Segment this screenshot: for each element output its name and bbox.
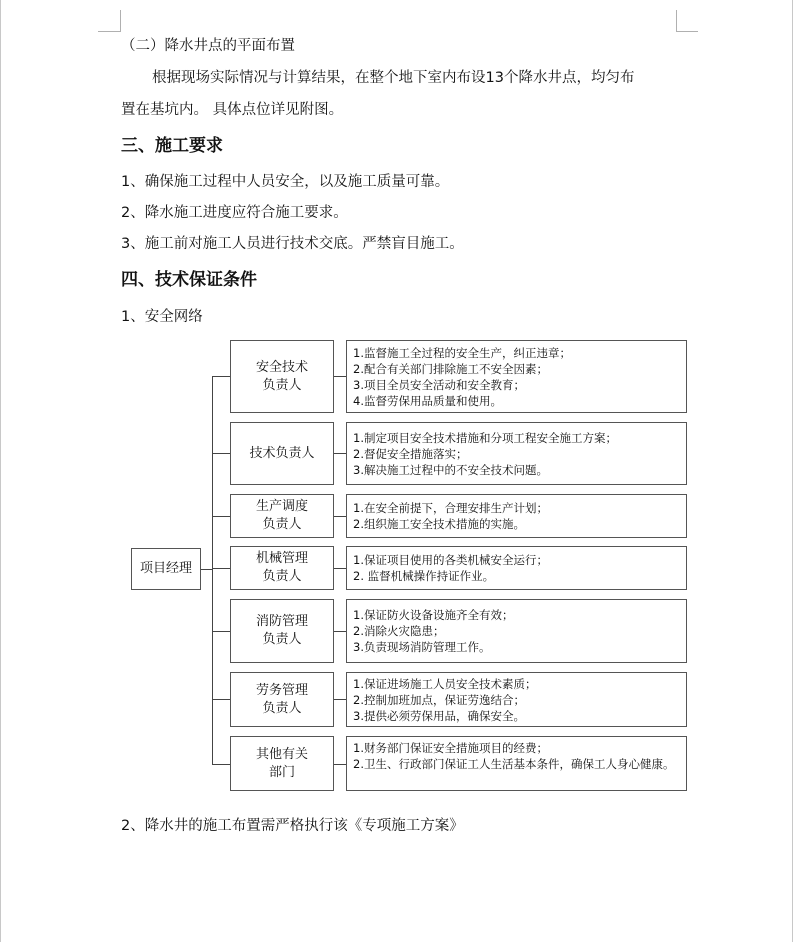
connector-duty-3: [333, 516, 347, 517]
connector-role-7: [212, 764, 231, 765]
project-manager-label: 项目经理: [139, 561, 192, 576]
duty-box-safety-tech: [346, 340, 687, 413]
connector-role-4: [212, 568, 231, 569]
duty-box-machinery: [346, 546, 687, 590]
duty-box-production: [346, 494, 687, 538]
duty-item: 1.保证进场施工人员安全技术素质；: [353, 676, 537, 691]
connector-role-1: [212, 376, 231, 377]
requirement-3: 3、施工前对施工人员进行技术交底。严禁盲目施工。: [121, 236, 464, 252]
role-box-fire: [230, 599, 334, 663]
connector-trunk-v: [212, 376, 213, 764]
page-edge-left: [0, 0, 1, 942]
item-1-safety-network: 1、安全网络: [121, 309, 203, 325]
section-4-title: 四、技术保证条件: [121, 270, 257, 290]
connector-role-5: [212, 631, 231, 632]
duty-item: 1.财务部门保证安全措施项目的经费；: [353, 741, 548, 755]
crop-mark-top-right-v: [676, 10, 677, 32]
role-label-line1: 其他有关: [255, 746, 308, 762]
crop-mark-top-right-h: [676, 31, 698, 32]
item-2-dewatering-layout: 2、降水井的施工布置需严格执行该《专项施工方案》: [121, 818, 464, 834]
duty-item: 1.制定项目安全技术措施和分项工程安全施工方案；: [353, 430, 617, 445]
connector-duty-7: [333, 764, 347, 765]
role-label-line2: 负责人: [262, 569, 302, 584]
crop-mark-top-left-v: [120, 10, 121, 32]
paragraph-line-2: 置在基坑内。 具体点位详见附图。: [121, 102, 344, 118]
crop-mark-top-left-h: [98, 31, 120, 32]
role-label-line1: 生产调度: [255, 499, 308, 514]
role-label-line2: 负责人: [262, 700, 302, 716]
duty-item: 2.组织施工安全技术措施的实施。: [353, 517, 525, 531]
connector-duty-1: [333, 376, 347, 377]
duty-item: 2.消除火灾隐患；: [353, 624, 445, 638]
role-box-machinery: [230, 546, 334, 590]
requirement-1: 1、确保施工过程中人员安全，以及施工质量可靠。: [121, 174, 450, 190]
connector-duty-5: [333, 631, 347, 632]
duty-item: 2.配合有关部门排除施工不安全因素；: [353, 361, 548, 376]
duty-box-tech-lead: [346, 422, 687, 485]
duty-item: 1.监督施工全过程的安全生产，纠正违章；: [353, 345, 571, 360]
role-box-safety-tech: [230, 340, 334, 413]
duty-item: 2. 监督机械操作持证作业。: [353, 569, 495, 583]
duty-item: 3.提供必须劳保用品，确保安全。: [353, 708, 525, 723]
connector-role-6: [212, 699, 231, 700]
duty-item: 3.负责现场消防管理工作。: [353, 640, 491, 654]
connector-duty-4: [333, 568, 347, 569]
role-label-line1: 机械管理: [255, 551, 308, 566]
section-3-title: 三、施工要求: [121, 136, 223, 156]
role-label-line1: 劳务管理: [255, 682, 308, 698]
connector-duty-6: [333, 699, 347, 700]
duty-item: 1.在安全前提下，合理安排生产计划；: [353, 501, 548, 515]
role-label-line2: 负责人: [262, 632, 302, 647]
role-box-tech-lead: [230, 422, 334, 485]
role-box-other: [230, 736, 334, 791]
duty-item: 1.保证防火设备设施齐全有效；: [353, 608, 514, 622]
paragraph-line-1: 根据现场实际情况与计算结果，在整个地下室内布设13个降水井点，均匀布: [152, 70, 635, 86]
role-label-line1: 技术负责人: [249, 445, 315, 461]
role-label-line2: 部门: [268, 764, 295, 780]
role-box-labor: [230, 672, 334, 727]
subheading: （二）降水井点的平面布置: [121, 38, 295, 54]
role-label-line2: 负责人: [262, 517, 302, 532]
duty-item: 2.督促安全措施落实；: [353, 446, 468, 461]
duty-item: 2.卫生、行政部门保证工人生活基本条件，确保工人身心健康。: [353, 757, 675, 771]
connector-role-3: [212, 516, 231, 517]
role-box-production: [230, 494, 334, 538]
project-manager-box: [131, 548, 201, 590]
duty-item: 1.保证项目使用的各类机械安全运行；: [353, 553, 548, 567]
duty-item: 3.解决施工过程中的不安全技术问题。: [353, 462, 548, 477]
role-label-line1: 消防管理: [255, 614, 308, 629]
requirement-2: 2、降水施工进度应符合施工要求。: [121, 205, 348, 221]
duty-box-fire: [346, 599, 687, 663]
role-label-line1: 安全技术: [255, 359, 308, 375]
connector-duty-2: [333, 453, 347, 454]
duty-box-other: [346, 736, 687, 791]
connector-role-2: [212, 453, 231, 454]
duty-item: 3.项目全员安全活动和安全教育；: [353, 377, 525, 392]
connector-root-h: [200, 569, 212, 570]
duty-item: 2.控制加班加点，保证劳逸结合；: [353, 692, 525, 707]
role-label-line2: 负责人: [262, 377, 302, 393]
duty-box-labor: [346, 672, 687, 727]
duty-item: 4.监督劳保用品质量和使用。: [353, 393, 502, 408]
